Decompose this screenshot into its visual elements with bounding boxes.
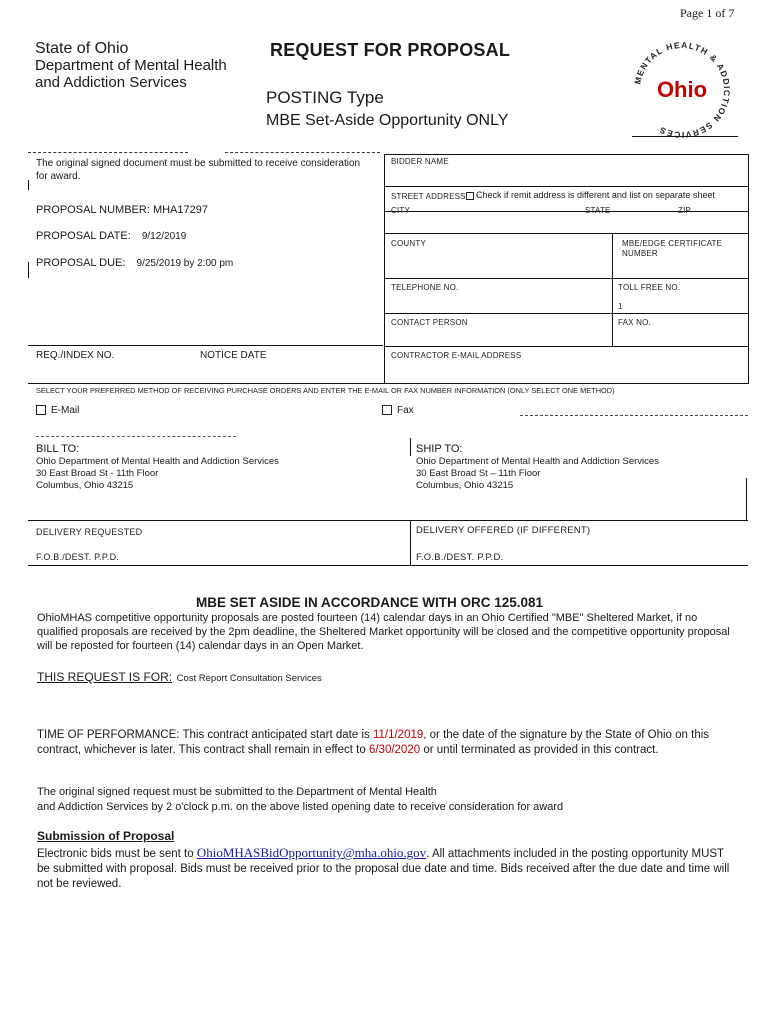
submission-heading: Submission of Proposal: [37, 829, 175, 843]
top-text-2: , or the date of the signature by the State of Ohio on this contract, whichever is later. This contract shall remain in effect to: [37, 729, 710, 756]
mbe-certificate-label-1: MBE/EDGE CERTIFICATE: [622, 239, 723, 248]
delivery-requested-label: DELIVERY REQUESTED: [36, 527, 143, 537]
request-for-label: THIS REQUEST IS FOR:: [37, 670, 173, 684]
remit-note: Check if remit address is different and list on separate sheet: [476, 190, 715, 200]
ship-to-line-1: Ohio Department of Mental Health and Addiction Services: [416, 456, 659, 467]
signed-request-line-1: The original signed request must be submitted to the Department of Mental Health: [37, 786, 437, 798]
bidder-row-rule-5: [384, 313, 748, 314]
req-index-label: REQ./INDEX NO.: [36, 350, 115, 361]
right-edge-line: [746, 478, 747, 520]
delivery-col-divider: [410, 520, 411, 566]
delivery-row-bottom-rule: [28, 565, 748, 566]
mbe-paragraph: OhioMHAS competitive opportunity proposals are posted fourteen (14) calendar days in an Ohio Certified "MBE" Sheltered Market, if no qualified proposals are received by the 2pm deadline, the Sheltered Market opportunity will be closed and the competitive opportunity proposal will be reposted for fourteen (14) calendar days in an Open Market.: [37, 612, 730, 652]
billing-top-rule: [36, 436, 236, 437]
form-top-rule-center: [225, 152, 380, 153]
email-option-label: E-Mail: [51, 405, 80, 416]
proposal-due-label: PROPOSAL DUE:: [36, 257, 126, 269]
proposal-due: [36, 257, 233, 269]
department-line-1: Department of Mental Health: [35, 57, 227, 74]
document-title: REQUEST FOR PROPOSAL: [270, 40, 511, 60]
proposal-due-value: 9/25/2019 by 2:00 pm: [136, 258, 234, 269]
fob-right-label: F.O.B./DEST. P.P.D.: [416, 552, 504, 563]
bill-to-line-2: 30 East Broad St - 11th Floor: [36, 468, 159, 479]
logo-underline: [632, 136, 738, 137]
fax-label: FAX NO.: [618, 318, 651, 327]
signed-request: [37, 785, 563, 815]
request-for: [37, 668, 322, 686]
proposal-date: [36, 230, 186, 242]
top-text-3: or until terminated as provided in this contract.: [420, 744, 659, 756]
state-label: STATE: [585, 206, 611, 215]
top-text-1: TIME OF PERFORMANCE: This contract anticipated start date is: [37, 729, 373, 741]
county-label: COUNTY: [391, 239, 426, 248]
start-date: 11/1/2019: [372, 729, 424, 741]
delivery-row-top-rule: [28, 520, 748, 521]
remit-checkbox-row[interactable]: [466, 190, 715, 200]
submission-text-2: . All attachments included in the posting opportunity MUST be submitted with proposal. Bids must be received prior to the proposal due date and time. Bids received after the due date and time will not be reviewed.: [37, 848, 730, 890]
ohio-mhas-logo: [626, 40, 738, 140]
end-date: 6/30/2020: [368, 744, 421, 756]
opportunity-type: MBE Set-Aside Opportunity ONLY: [266, 112, 509, 129]
fax-option-label: Fax: [397, 405, 414, 416]
remit-checkbox[interactable]: [466, 192, 474, 200]
toll-free-mark: 1: [618, 302, 623, 311]
bill-to-line-1: Ohio Department of Mental Health and Addiction Services: [36, 456, 279, 467]
street-address-label: STREET ADDRESS: [391, 192, 466, 201]
mbe-certificate-label-2: NUMBER: [622, 249, 658, 258]
bill-to-address: [36, 456, 279, 492]
ship-to-line-2: 30 East Broad St – 11th Floor: [416, 468, 541, 479]
submission-text-1: Electronic bids must be sent to: [37, 848, 197, 860]
city-label: CITY: [391, 206, 411, 215]
logo-ohio-word: Ohio: [656, 77, 708, 102]
bidder-row-rule-6: [384, 346, 748, 347]
bill-to-line-3: Columbus, Ohio 43215: [36, 480, 134, 491]
left-edge-tick-1: [28, 180, 29, 190]
email-checkbox[interactable]: [36, 405, 46, 415]
email-option[interactable]: [36, 405, 79, 416]
ship-to-divider: [410, 438, 411, 456]
toll-free-label: TOLL FREE NO.: [618, 283, 681, 292]
telephone-label: TELEPHONE NO.: [391, 283, 459, 292]
delivery-offered-label: DELIVERY OFFERED (IF DIFFERENT): [416, 525, 591, 536]
bidder-row-rule-3: [384, 233, 748, 234]
form-top-rule-left: [28, 152, 188, 153]
method-instruction: SELECT YOUR PREFERRED METHOD OF RECEIVING PURCHASE ORDERS AND ENTER THE E-MAIL OR FAX NUMBER INFORMATION (ONLY SELECT ONE METHOD): [36, 386, 615, 395]
department-line-2: and Addiction Services: [35, 74, 187, 91]
bidder-row-rule-4: [384, 278, 748, 279]
mbe-heading: MBE SET ASIDE IN ACCORDANCE WITH ORC 125.081: [196, 595, 544, 610]
bill-to-label: BILL TO:: [36, 443, 80, 455]
submission-paragraph: [37, 845, 737, 892]
signed-document-notice: The original signed document must be submitted to receive consideration for award.: [36, 158, 361, 182]
left-edge-tick-2: [28, 262, 29, 278]
method-row-top-rule: [28, 383, 748, 384]
agency-block: [35, 40, 227, 91]
proposal-number: PROPOSAL NUMBER: MHA17297: [36, 204, 208, 216]
ship-to-label: SHIP TO:: [416, 443, 463, 455]
posting-type: POSTING Type: [266, 88, 384, 107]
logo-ring-text: MENTAL HEALTH & ADDICTION SERVICES: [632, 40, 733, 140]
ship-to-address: [416, 456, 659, 492]
fax-checkbox[interactable]: [382, 405, 392, 415]
req-row-top-rule: [28, 345, 383, 346]
method-entry-line: [520, 415, 748, 416]
proposal-date-label: PROPOSAL DATE:: [36, 230, 131, 242]
time-of-performance: [37, 728, 737, 758]
bidder-info-box: [384, 154, 749, 384]
state-name: State of Ohio: [35, 40, 129, 57]
zip-label: ZIP: [678, 206, 692, 215]
notice-date-label: NOTICE DATE: [200, 350, 267, 361]
page-number: Page 1 of 7: [680, 6, 735, 20]
signed-request-line-2: and Addiction Services by 2 o'clock p.m. on the above listed opening date to receive consideration for award: [37, 801, 564, 813]
bidder-name-label: BIDDER NAME: [391, 157, 449, 166]
fob-left-label: F.O.B./DEST. P.P.D.: [36, 552, 119, 562]
bidder-row-rule-2: [384, 211, 748, 212]
request-for-value: Cost Report Consultation Services: [176, 673, 322, 684]
bidder-col-divider: [612, 233, 613, 346]
fax-option[interactable]: [382, 405, 414, 416]
contact-person-label: CONTACT PERSON: [391, 318, 468, 327]
bid-email-link[interactable]: OhioMHASBidOpportunity@mha.ohio.gov: [196, 845, 427, 860]
contractor-email-label: CONTRACTOR E-MAIL ADDRESS: [391, 351, 522, 360]
ship-to-line-3: Columbus, Ohio 43215: [416, 480, 514, 491]
proposal-date-value: 9/12/2019: [141, 231, 187, 242]
bidder-row-rule-1: [384, 186, 748, 187]
